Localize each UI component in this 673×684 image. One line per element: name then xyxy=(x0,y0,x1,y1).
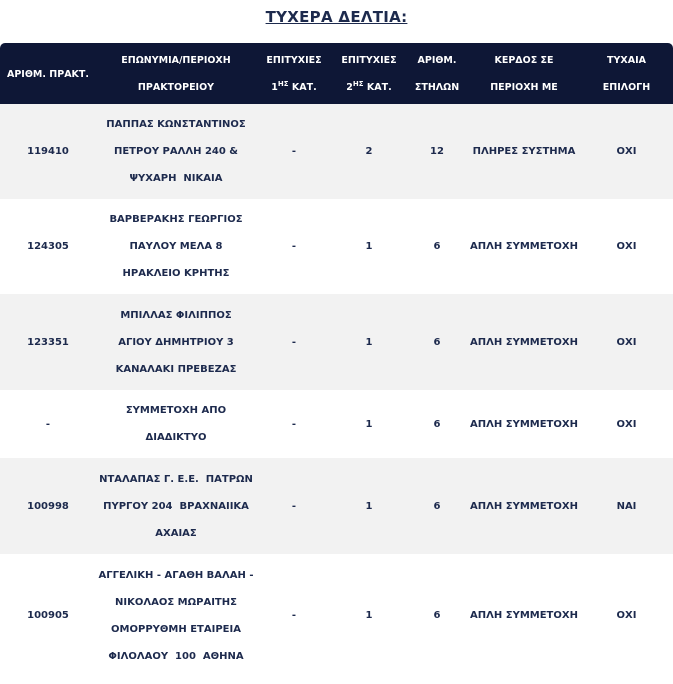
cell-agency-line: ΒΑΡΒΕΡΑΚΗΣ ΓΕΩΡΓΙΟΣ xyxy=(109,214,243,225)
header-winnings-area xyxy=(468,43,580,104)
cell-random: ΟΧΙ xyxy=(616,610,637,621)
table-row xyxy=(0,554,673,677)
table-row xyxy=(0,104,673,199)
header-hits-2nd-num: 2 xyxy=(346,82,353,93)
lucky-tickets-table xyxy=(0,43,673,677)
table-row xyxy=(0,458,673,554)
header-columns-count-line2: ΣΤΗΛΩΝ xyxy=(414,82,460,93)
header-hits-1st-top: ΕΠΙΤΥΧΙΕΣ xyxy=(266,55,322,66)
cell-hits-2nd: 1 xyxy=(365,241,373,252)
cell-columns: 6 xyxy=(433,241,441,252)
cell-hits-1st: - xyxy=(291,418,297,430)
cell-random: ΟΧΙ xyxy=(616,146,637,157)
cell-agency-line: ΔΙΑΔΙΚΤΥΟ xyxy=(145,432,207,443)
cell-random: ΝΑΙ xyxy=(616,500,637,512)
header-hits-2nd-suffix: ΚΑΤ. xyxy=(363,82,392,93)
header-hits-1st-sup: ΗΣ xyxy=(277,80,289,88)
header-hits-1st-num: 1 xyxy=(271,82,278,93)
header-hits-2nd-top: ΕΠΙΤΥΧΙΕΣ xyxy=(341,55,397,66)
header-random-pick-line1: ΤΥΧΑΙΑ xyxy=(607,55,646,66)
cell-hits-1st: - xyxy=(291,500,297,512)
cell-columns: 12 xyxy=(430,146,444,157)
cell-random: ΟΧΙ xyxy=(616,418,637,430)
header-hits-1st xyxy=(256,43,332,104)
cell-agency-line: ΨΥΧΑΡΗ ΝΙΚΑΙΑ xyxy=(129,173,223,184)
cell-agency-line: ΜΠΙΛΛΑΣ ΦΙΛΙΠΠΟΣ xyxy=(120,309,232,321)
cell-winnings: ΑΠΛΗ ΣΥΜΜΕΤΟΧΗ xyxy=(470,336,578,348)
header-agency-name-line1: ΕΠΩΝΥΜΙΑ/ΠΕΡΙΟΧΗ xyxy=(121,55,231,66)
cell-agency-line: ΗΡΑΚΛΕΙΟ ΚΡΗΤΗΣ xyxy=(122,268,230,279)
cell-agency-line: ΠΕΤΡΟΥ ΡΑΛΛΗ 240 & xyxy=(113,146,239,157)
header-agency-no xyxy=(0,43,96,104)
cell-agency-line: ΑΓΓΕΛΙΚΗ - ΑΓΑΘΗ ΒΑΛΑΗ - xyxy=(98,569,254,581)
cell-hits-1st: - xyxy=(291,610,297,621)
cell-agency-name xyxy=(96,294,256,390)
cell-agency-name xyxy=(96,390,256,458)
header-agency-no-label: ΑΡΙΘΜ. ΠΡΑΚΤ. xyxy=(6,68,89,80)
cell-columns: 6 xyxy=(433,500,441,512)
cell-agency-no: 119410 xyxy=(27,146,69,157)
cell-agency-no: 100998 xyxy=(27,500,69,512)
header-hits-2nd-sup: ΗΣ xyxy=(352,80,364,88)
cell-winnings: ΑΠΛΗ ΣΥΜΜΕΤΟΧΗ xyxy=(470,241,578,252)
table-row xyxy=(0,390,673,458)
cell-agency-line: ΝΤΑΛΑΠΑΣ Γ. Ε.Ε. ΠΑΤΡΩΝ xyxy=(99,473,253,485)
cell-winnings: ΑΠΛΗ ΣΥΜΜΕΤΟΧΗ xyxy=(470,418,578,430)
page-title: ΤΥΧΕΡΑ ΔΕΛΤΙΑ: xyxy=(265,8,408,26)
cell-winnings: ΑΠΛΗ ΣΥΜΜΕΤΟΧΗ xyxy=(470,500,578,512)
cell-agency-line: ΠΑΠΠΑΣ ΚΩΝΣΤΑΝΤΙΝΟΣ xyxy=(106,119,246,130)
cell-hits-1st: - xyxy=(291,146,297,157)
cell-agency-line: ΝΙΚΟΛΑΟΣ ΜΩΡΑΙΤΗΣ xyxy=(115,596,237,608)
cell-random: ΟΧΙ xyxy=(616,241,637,252)
cell-agency-line: ΟΜΟΡΡΥΘΜΗ ΕΤΑΙΡΕΙΑ xyxy=(111,623,241,635)
header-winnings-area-line2: ΠΕΡΙΟΧΗ ΜΕ xyxy=(490,82,558,93)
header-hits-2nd-bottom xyxy=(334,74,404,101)
cell-hits-2nd: 1 xyxy=(365,610,373,621)
table-header-row xyxy=(0,43,673,104)
cell-agency-line: ΑΓΙΟΥ ΔΗΜΗΤΡΙΟΥ 3 xyxy=(118,336,234,348)
cell-agency-line: ΑΧΑΙΑΣ xyxy=(155,527,197,539)
cell-agency-line: ΣΥΜΜΕΤΟΧΗ ΑΠΟ xyxy=(125,405,227,416)
cell-agency-line: ΠΥΡΓΟΥ 204 ΒΡΑΧΝΑΙΙΚΑ xyxy=(103,500,249,512)
cell-agency-line: ΦΙΛΟΛΑΟΥ 100 ΑΘΗΝΑ xyxy=(108,650,244,662)
header-hits-2nd xyxy=(332,43,406,104)
cell-agency-line: ΚΑΝΑΛΑΚΙ ΠΡΕΒΕΖΑΣ xyxy=(115,363,237,375)
cell-winnings: ΑΠΛΗ ΣΥΜΜΕΤΟΧΗ xyxy=(470,610,578,621)
header-agency-name xyxy=(96,43,256,104)
cell-winnings: ΠΛΗΡΕΣ ΣΥΣΤΗΜΑ xyxy=(472,146,576,157)
cell-agency-no: 124305 xyxy=(27,241,69,252)
cell-hits-1st: - xyxy=(291,336,297,348)
header-random-pick-line2: ΕΠΙΛΟΓΗ xyxy=(602,82,651,93)
cell-hits-2nd: 1 xyxy=(365,336,373,348)
header-hits-1st-suffix: ΚΑΤ. xyxy=(288,82,317,93)
header-columns-count-line1: ΑΡΙΘΜ. xyxy=(417,55,457,66)
header-hits-1st-bottom xyxy=(258,74,330,101)
cell-hits-1st: - xyxy=(291,241,297,252)
cell-agency-name xyxy=(96,104,256,199)
table-row xyxy=(0,294,673,390)
cell-agency-no: - xyxy=(45,418,51,430)
cell-columns: 6 xyxy=(433,610,441,621)
cell-agency-no: 100905 xyxy=(27,610,69,621)
cell-agency-no: 123351 xyxy=(27,336,69,348)
cell-agency-name xyxy=(96,199,256,294)
cell-hits-2nd: 1 xyxy=(365,500,373,512)
cell-random: ΟΧΙ xyxy=(616,336,637,348)
cell-agency-name xyxy=(96,458,256,554)
header-winnings-area-line1: ΚΕΡΔΟΣ ΣΕ xyxy=(494,55,554,66)
cell-hits-2nd: 1 xyxy=(365,418,373,430)
table-row xyxy=(0,199,673,294)
cell-columns: 6 xyxy=(433,418,441,430)
cell-agency-line: ΠΑΥΛΟΥ ΜΕΛΑ 8 xyxy=(129,241,223,252)
header-random-pick xyxy=(580,43,673,104)
header-agency-name-line2: ΠΡΑΚΤΟΡΕΙΟΥ xyxy=(137,82,215,93)
cell-hits-2nd: 2 xyxy=(365,146,373,157)
header-columns-count xyxy=(406,43,468,104)
cell-columns: 6 xyxy=(433,336,441,348)
cell-agency-name xyxy=(96,554,256,677)
